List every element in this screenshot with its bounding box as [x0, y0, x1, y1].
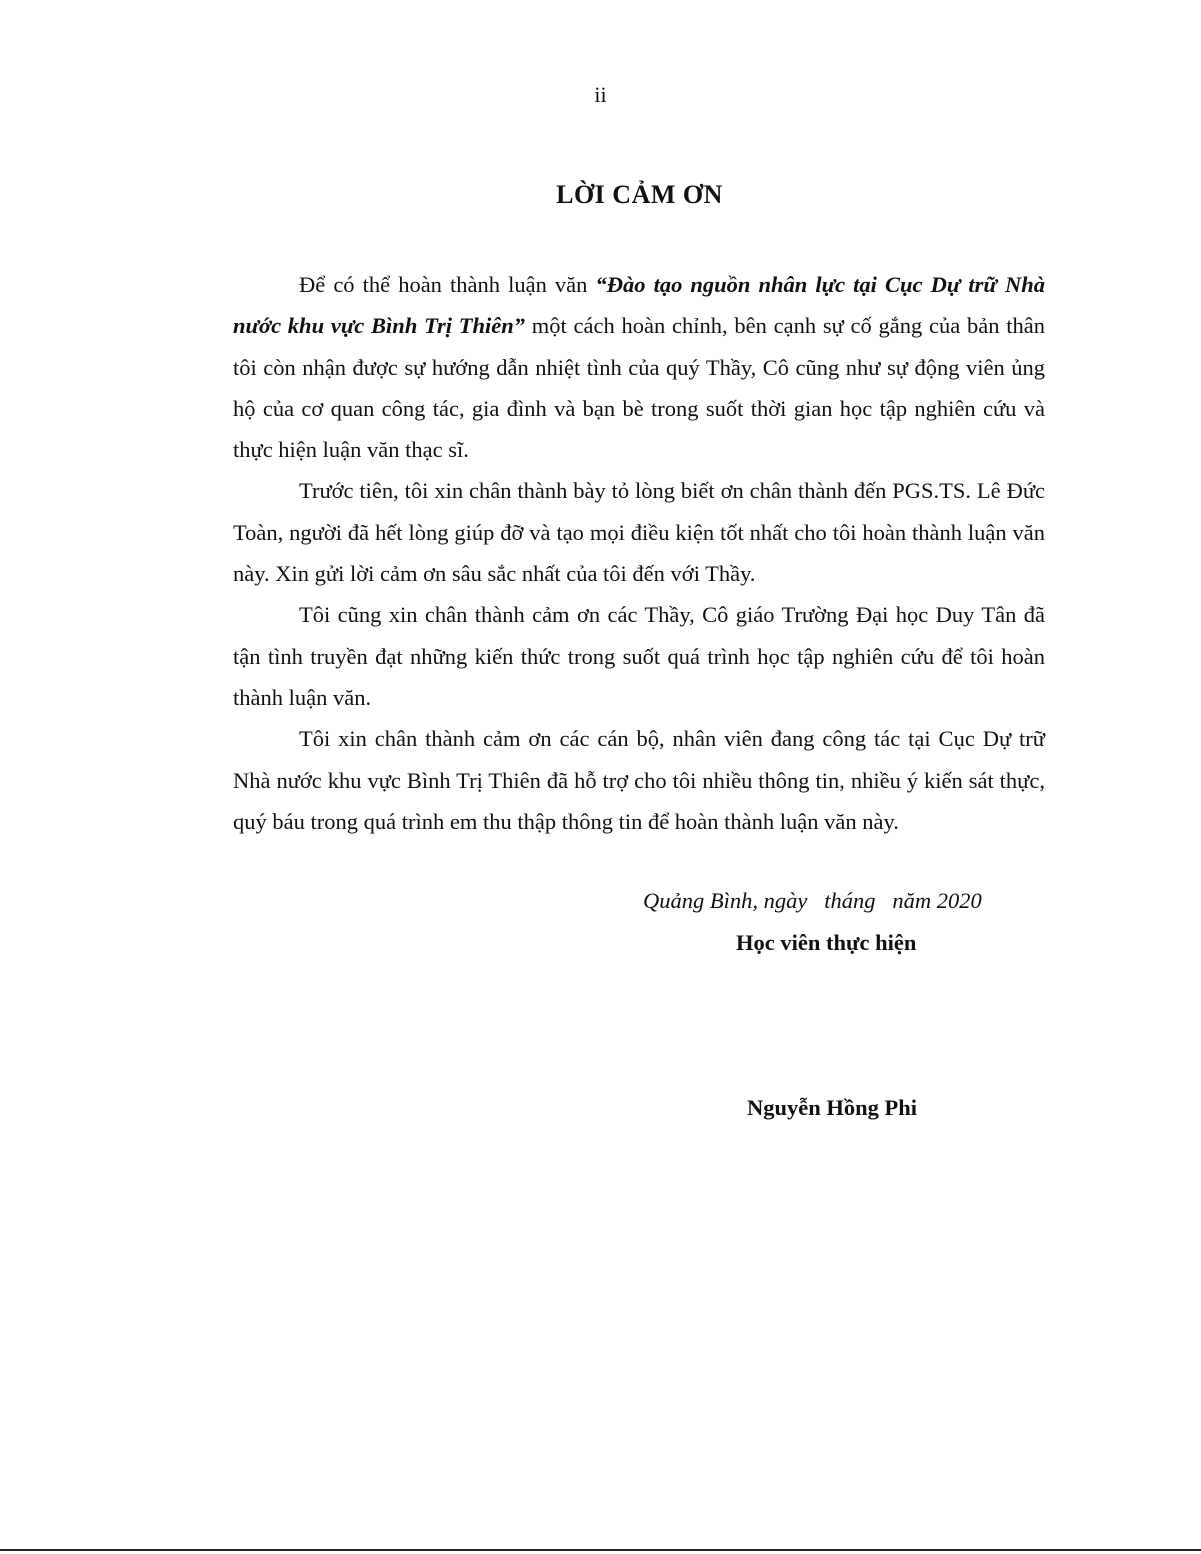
page-title: LỜI CẢM ƠN [556, 180, 723, 209]
page-number: ii [594, 82, 607, 107]
signature-date-line: Quảng Bình, ngày tháng năm 2020 [643, 888, 982, 913]
paragraph-2: Trước tiên, tôi xin chân thành bày tỏ lòng biết ơn chân thành đến PGS.TS. Lê Đức Toàn, người đã hết lòng giúp đỡ và tạo mọi điều kiện tốt nhất cho tôi hoàn thành luận văn này. Xin gửi lời cảm ơn sâu sắc nhất của tôi đến với Thầy. [233, 478, 1045, 587]
paragraph-1-lead: Để có thể hoàn thành luận văn [299, 272, 596, 297]
thesis-title: “Đào tạo nguồn nhân lực tại Cục Dự trữ Nhà nước khu vực Bình Trị Thiên” [233, 272, 1045, 339]
paragraph-1-rest: một cách hoàn chỉnh, bên cạnh sự cố gắng của bản thân tôi còn nhận được sự hướng dẫn nhiệt tình của quý Thầy, Cô cũng như sự động viên ủng hộ của cơ quan công tác, gia đình và bạn bè trong suốt thời gian học tập nghiên cứu và thực hiện luận văn thạc sĩ. [233, 313, 1045, 463]
signature-name: Nguyễn Hồng Phi [747, 1095, 918, 1120]
paragraph-4: Tôi xin chân thành cảm ơn các cán bộ, nhân viên đang công tác tại Cục Dự trữ Nhà nước khu vực Bình Trị Thiên đã hỗ trợ cho tôi nhiều thông tin, nhiều ý kiến sát thực, quý báu trong quá trình em thu thập thông tin để hoàn thành luận văn này. [233, 726, 1045, 834]
paragraph-3: Tôi cũng xin chân thành cảm ơn các Thầy, Cô giáo Trường Đại học Duy Tân đã tận tình truyền đạt những kiến thức trong suốt quá trình học tập nghiên cứu để tôi hoàn thành luận văn. [233, 602, 1045, 710]
paragraph-1 [233, 264, 1045, 470]
signature-role: Học viên thực hiện [736, 930, 917, 955]
page-bottom-rule [0, 1549, 1201, 1551]
acknowledgement-body [233, 264, 1045, 842]
